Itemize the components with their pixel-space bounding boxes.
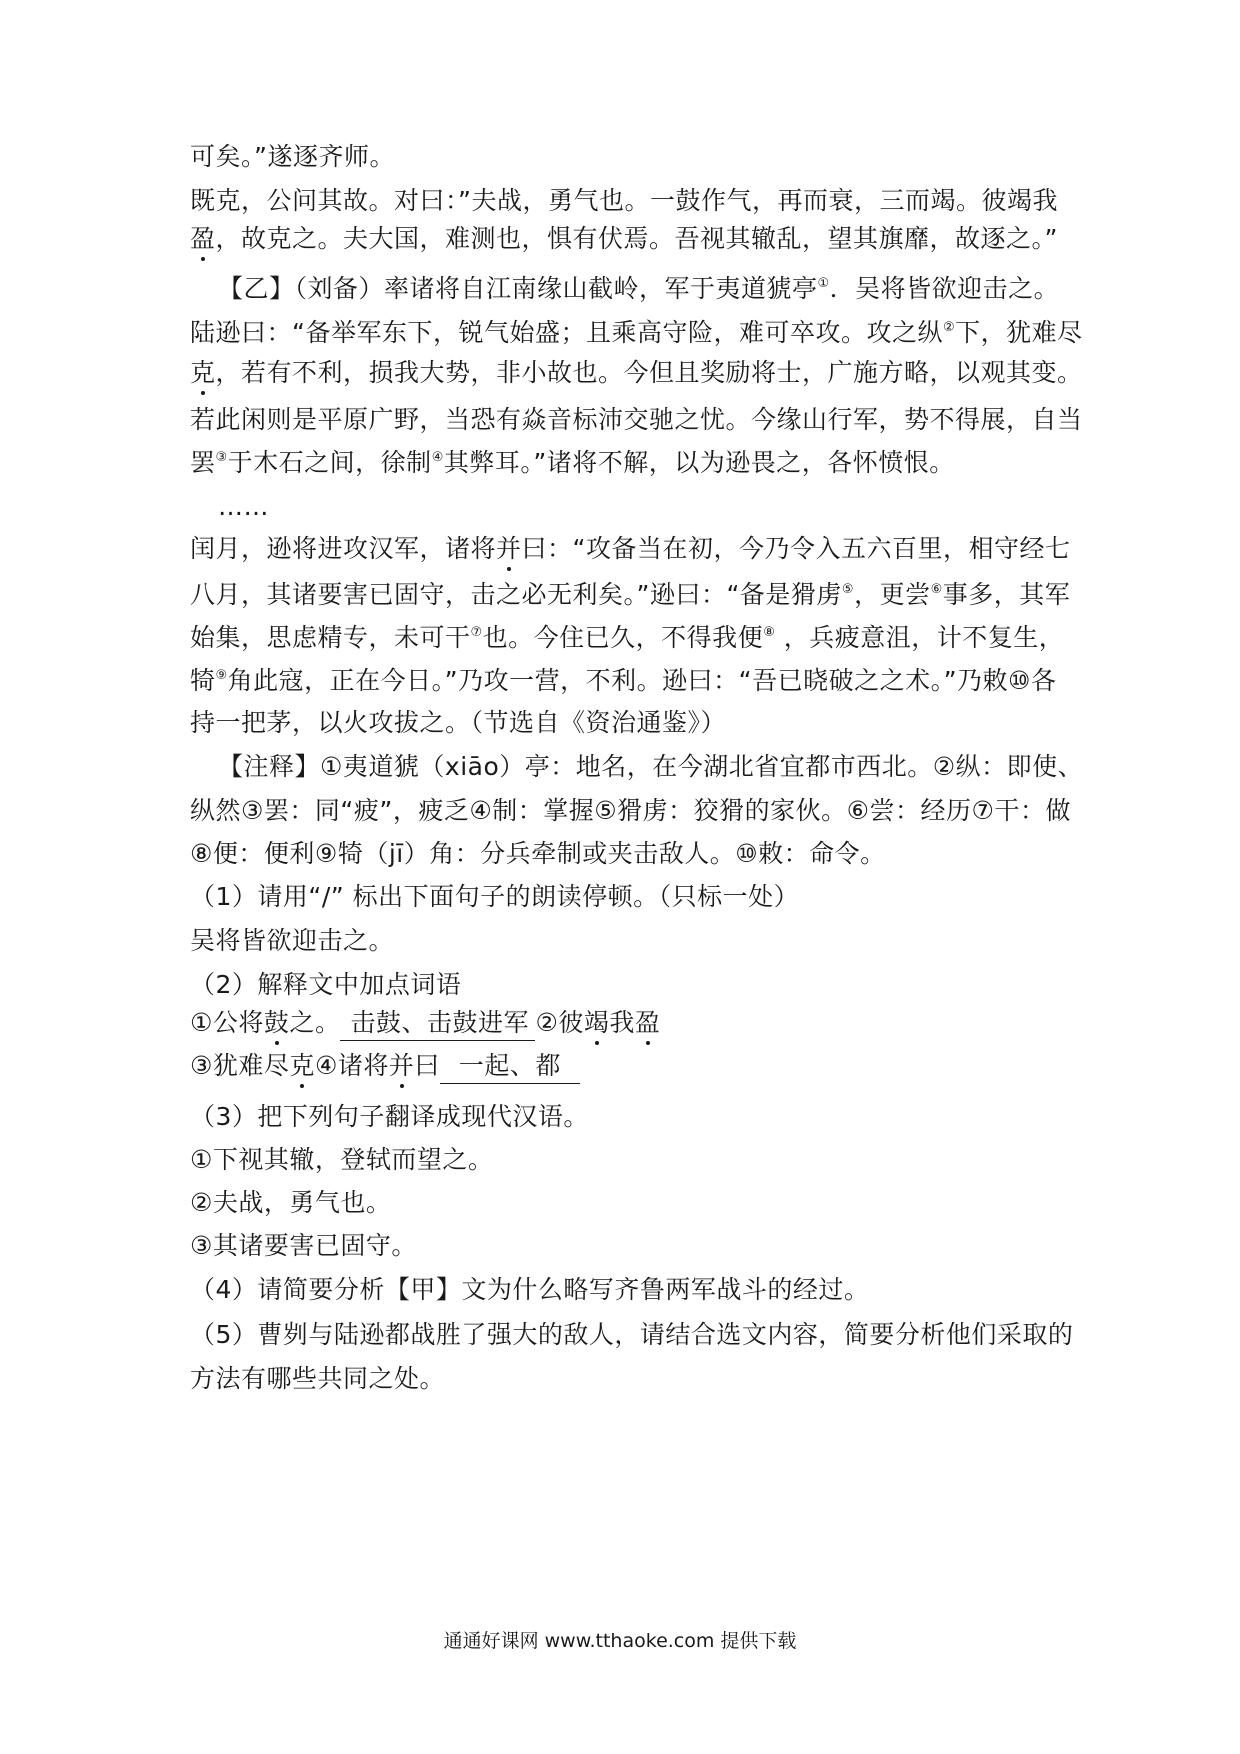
footnote-mark: ① (817, 276, 830, 291)
text-span: ，若有不利，损我大势，非小故也。今但且奖励将士，广施方略，以观其变。 (215, 358, 1083, 387)
text-line (190, 446, 1070, 480)
text-line (190, 356, 1083, 390)
text-span: 罢 (190, 448, 216, 477)
text-span: ，故克之。夫大国，难测也，惧有伏焉。吾视其辙乱，望其旗靡，故逐之。” (215, 224, 1058, 253)
text-line (218, 272, 1098, 306)
text-line: 若此闲则是平原广野，当恐有焱音标沛交驰之忧。今缘山行军，势不得展，自当 (190, 405, 1083, 434)
question-3-item: ①下视其辙，登轼而望之。 (190, 1145, 494, 1174)
footnote-mark: ⑨ (215, 668, 228, 683)
text-span: 闰月，逊将进攻汉军，诸将 (190, 534, 497, 563)
text-span: 始集，思虑精专，未可干 (190, 623, 471, 652)
question-3-item: ②夫战，勇气也。 (190, 1188, 392, 1217)
text-span: ④诸将 (314, 1051, 389, 1080)
text-line (190, 578, 1070, 612)
text-span: ①公将 (190, 1008, 264, 1037)
dotted-word: 盈 (190, 224, 216, 253)
text-line (190, 316, 1083, 350)
dotted-word: 克 (289, 1051, 315, 1080)
dotted-word: 并 (388, 1051, 415, 1080)
text-span: 事多，其军 (942, 580, 1071, 609)
text-span: 于木石之间，徐制 (227, 448, 432, 477)
text-span: 也。今住已久，不得我便 (482, 623, 764, 652)
question-2-row-2 (190, 1049, 1070, 1084)
answer-blank: 一起、都 (440, 1049, 580, 1084)
question-4: （4）请简要分析【甲】文为什么略写齐鲁两军战斗的经过。 (190, 1275, 870, 1304)
text-span: 陆逊曰：“备举军东下，锐气始盛；且乘高守险，难可卒攻。攻之纵 (190, 318, 943, 347)
question-5: （5）曹刿与陆逊都战胜了强大的敌人，请结合选文内容，简要分析他们采取的 (190, 1320, 1074, 1349)
text-span: 下，犹难尽 (955, 318, 1083, 347)
footnote-mark: ⑥ (930, 582, 943, 597)
footnote-mark: ⑧ (763, 625, 776, 640)
text-span: ，更尝 (854, 580, 931, 609)
text-span: 犄 (190, 666, 216, 695)
dotted-word: 并 (496, 534, 522, 563)
text-line (190, 664, 1070, 698)
text-line: 可矣。”遂逐齐师。 (190, 142, 395, 171)
text-line: ⑧便：便利⑨犄（jī）角：分兵牵制或夹击敌人。⑩敕：命令。 (190, 839, 886, 868)
text-span: 角此寇，正在今日。”乃攻一营，不利。逊曰：“吾已晓破之之术。”乃敕⑩各 (227, 666, 1057, 695)
text-line: 既克，公问其故。对曰：”夫战，勇气也。一鼓作气，再而衰，三而竭。彼竭我 (190, 186, 1058, 215)
text-span: ②彼 (535, 1008, 584, 1037)
text-span: 我 (609, 1008, 635, 1037)
text-span: ，兵疲意沮，计不复生， (775, 623, 1065, 652)
text-line (190, 532, 1070, 566)
text-line: 纵然③罢：同“疲”，疲乏④制：掌握⑤猾虏：狡猾的家伙。⑥尝：经历⑦干：做 (190, 796, 1071, 825)
text-span: 八月，其诸要害已固守，击之必无利矣。”逊曰：“备是猾虏 (190, 580, 842, 609)
text-span: 之。 (289, 1008, 341, 1037)
notes-heading-line: 【注释】①夷道猇（xiāo）亭：地名，在今湖北省宜都市西北。②纵：即使、 (218, 752, 1084, 781)
dotted-word: 鼓 (263, 1008, 290, 1037)
text-span: 曰：“攻备当在初，今乃令入五六百里，相守经七 (521, 534, 1071, 563)
question-3: （3）把下列句子翻译成现代汉语。 (190, 1102, 589, 1131)
question-1: （1）请用“/” 标出下面句子的朗读停顿。（只标一处） (190, 882, 800, 911)
dotted-word: 盈 (634, 1008, 661, 1037)
text-span: 其弊耳。”诸将不解，以为逊畏之，各怀愤恨。 (443, 448, 955, 477)
footnote-mark: ⑤ (841, 582, 855, 597)
text-line (190, 222, 1070, 256)
text-span: ③犹难尽 (190, 1051, 290, 1080)
question-1-sentence: 吴将皆欲迎击之。 (190, 926, 395, 955)
text-line (190, 621, 1070, 655)
dotted-word: 克 (190, 358, 216, 387)
text-span: 【乙】（刘备）率诸将自江南缘山截岭，军于夷道猇亭 (218, 274, 818, 303)
question-2-row-1 (190, 1006, 1070, 1041)
text-line: 持一把茅，以火攻拔之。（节选自《资治通鉴》） (190, 708, 727, 737)
question-3-item: ③其诸要害已固守。 (190, 1231, 417, 1260)
text-span: 曰 (414, 1051, 440, 1080)
page-footer: 通通好课网 www.tthaoke.com 提供下载 (443, 1630, 797, 1652)
footnote-mark: ④ (431, 450, 444, 465)
question-5-cont: 方法有哪些共同之处。 (190, 1364, 446, 1393)
text-line: …… (218, 492, 269, 521)
dotted-word: 竭 (583, 1008, 610, 1037)
footnote-mark: ⑦ (470, 625, 483, 640)
footnote-mark: ② (942, 320, 956, 335)
answer-blank: 击鼓、击鼓进军 (340, 1006, 535, 1041)
text-span: ．吴将皆欲迎击之。 (829, 274, 1060, 303)
question-2: （2）解释文中加点词语 (190, 970, 462, 999)
footnote-mark: ③ (215, 450, 228, 465)
